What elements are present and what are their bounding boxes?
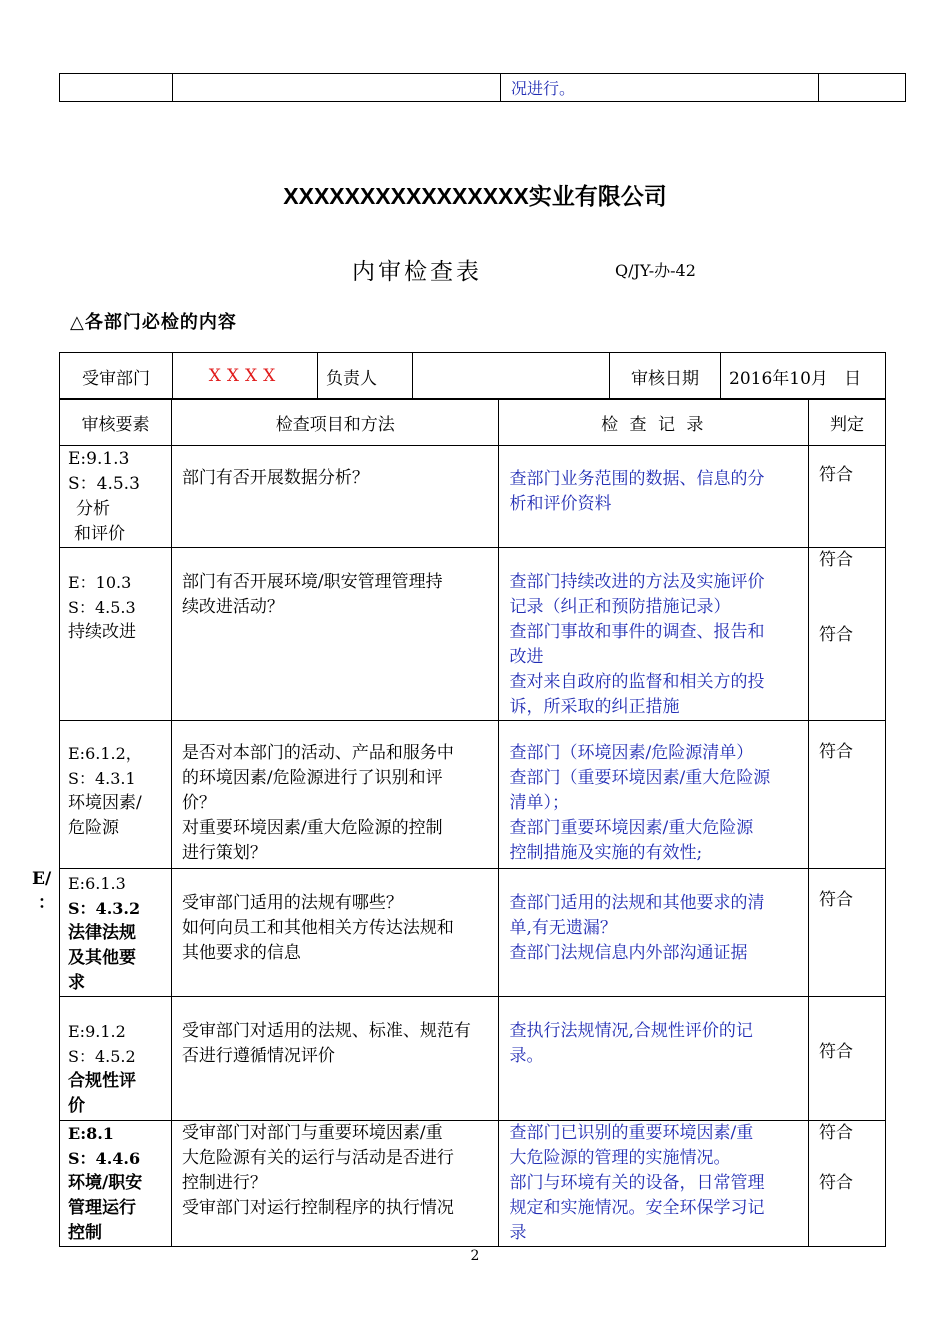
element-line: 和评价	[74, 524, 125, 544]
judgment-line: 符合	[819, 550, 854, 570]
method-line: 价？	[181, 793, 216, 813]
element-cell	[60, 548, 172, 721]
judgment-line	[819, 573, 885, 598]
table-row	[60, 869, 886, 997]
method-cell	[171, 1121, 499, 1247]
dept-label: 受审部门	[60, 353, 173, 400]
column-header-element: 审核要素	[60, 399, 172, 446]
record-line: 控制措施及实施的有效性;	[509, 843, 703, 863]
element-line: S：4.4.6	[68, 1149, 141, 1168]
method-cell	[171, 548, 499, 721]
method-line: 受审部门对部门与重要环境因素/重	[181, 1123, 443, 1143]
judgment-cell	[809, 721, 886, 869]
column-header-judgment: 判定	[809, 399, 886, 446]
method-line: 是否对本部门的活动、产品和服务中	[181, 743, 454, 763]
record-line: 录。	[509, 1046, 544, 1066]
record-line: 查部门重要环境因素/重大危险源	[509, 818, 754, 838]
judgment-line: 符合	[819, 1173, 854, 1193]
element-line: 持续改进	[68, 622, 136, 642]
judgment-cell	[809, 548, 886, 721]
method-line: 否进行遵循情况评价	[181, 1046, 335, 1066]
page-number: 2	[470, 1248, 480, 1264]
record-cell	[499, 548, 809, 721]
element-line: 控制	[68, 1223, 102, 1243]
margin-note-line: E/	[32, 869, 52, 889]
record-line: 规定和实施情况。安全环保学习记	[509, 1198, 765, 1218]
element-line: E:9.1.3	[68, 449, 130, 469]
element-line: 价	[68, 1096, 85, 1116]
date-value: 2016年10月 日	[721, 353, 886, 400]
record-line: 查部门适用的法规和其他要求的清	[509, 893, 765, 913]
record-line: 查部门持续改进的方法及实施评价	[509, 572, 765, 592]
record-cell	[499, 721, 809, 869]
judgment-line: 符合	[819, 742, 854, 762]
element-line: 环境/职安	[68, 1173, 143, 1193]
element-line: E:6.1.2，	[68, 744, 142, 763]
element-line: S：4.5.3	[68, 474, 140, 494]
judgment-line: 符合	[819, 1123, 854, 1143]
judgment-line	[819, 1015, 885, 1040]
judgment-cell	[809, 1121, 886, 1247]
judgment-cell	[809, 869, 886, 997]
top-fragment-cell-2	[173, 74, 501, 102]
record-cell	[499, 869, 809, 997]
date-label: 审核日期	[610, 353, 721, 400]
judgment-line	[819, 1146, 885, 1171]
record-line: 清单）；	[509, 793, 569, 813]
form-code: Q/JY-办-42	[615, 261, 696, 280]
judgment-line: 符合	[819, 890, 854, 910]
top-fragment-cell-1	[60, 74, 173, 102]
element-line: 危险源	[68, 818, 119, 838]
table-row	[60, 548, 886, 721]
element-cell	[60, 869, 172, 997]
record-cell	[499, 997, 809, 1121]
section-heading: △各部门必检的内容	[70, 312, 237, 333]
element-cell	[60, 721, 172, 869]
dept-value: XXXX	[173, 353, 318, 400]
owner-label: 负责人	[318, 353, 413, 400]
top-fragment-text: 况进行。	[501, 74, 819, 102]
table-row	[60, 446, 886, 548]
element-line: 合规性评	[68, 1071, 136, 1091]
element-line: 环境因素/	[68, 793, 142, 813]
record-line: 记录（纠正和预防措施记录）	[509, 597, 731, 617]
method-line: 受审部门对运行控制程序的执行情况	[181, 1198, 454, 1218]
method-line: 控制进行？	[181, 1173, 267, 1193]
method-line: 续改进活动？	[181, 597, 284, 617]
form-title: 内审检查表	[352, 259, 482, 285]
record-line: 查部门（环境因素/危险源清单）	[509, 743, 754, 763]
element-cell	[60, 446, 172, 548]
table-row	[60, 721, 886, 869]
top-fragment-table	[59, 73, 906, 102]
record-line: 诉，所采取的纠正措施	[509, 697, 680, 717]
method-line: 受审部门适用的法规有哪些？	[181, 893, 403, 913]
record-line: 大危险源的管理的实施情况。	[509, 1148, 731, 1168]
element-cell	[60, 1121, 172, 1247]
element-line: S：4.3.2	[68, 899, 141, 918]
judgment-line: 符合	[819, 1042, 854, 1062]
method-line: 大危险源有关的运行与活动是否进行	[181, 1148, 454, 1168]
method-line: 进行策划？	[181, 843, 267, 863]
top-fragment-cell-4	[819, 74, 906, 102]
element-line: E:6.1.3	[68, 874, 126, 893]
element-line: S：4.3.1	[68, 769, 136, 788]
element-line: 分析	[76, 499, 110, 519]
judgment-line: 符合	[819, 625, 854, 645]
company-title: XXXXXXXXXXXXXXXX实业有限公司	[283, 183, 667, 209]
record-line: 录	[509, 1223, 527, 1243]
column-header-method: 检查项目和方法	[171, 399, 499, 446]
method-cell	[171, 446, 499, 548]
record-line: 查部门法规信息内外部沟通证据	[509, 943, 748, 963]
element-cell	[60, 997, 172, 1121]
column-header-record: 检 查 记 录	[499, 399, 809, 446]
record-line: 查部门事故和事件的调查、报告和	[509, 622, 765, 642]
method-line: 受审部门对适用的法规、标准、规范有	[181, 1021, 471, 1041]
element-line: 及其他要	[68, 948, 136, 968]
table-row	[60, 1121, 886, 1247]
method-line: 对重要环境因素/重大危险源的控制	[181, 818, 443, 838]
method-line: 部门有否开展数据分析？	[181, 468, 369, 488]
element-line: S：4.5.3	[68, 598, 136, 617]
element-line: E：10.3	[68, 573, 132, 592]
judgment-line: 符合	[819, 465, 854, 485]
margin-note-line: ：	[38, 893, 55, 913]
judgment-cell	[809, 446, 886, 548]
method-cell	[171, 721, 499, 869]
element-line: E:9.1.2	[68, 1022, 126, 1041]
margin-note	[32, 867, 55, 915]
record-line: 查部门已识别的重要环境因素/重	[509, 1123, 754, 1143]
judgment-cell	[809, 997, 886, 1121]
element-line: 法律法规	[68, 923, 136, 943]
record-line: 改进	[509, 647, 544, 667]
element-line: E:8.1	[68, 1124, 114, 1143]
method-line: 其他要求的信息	[181, 943, 301, 963]
record-line: 析和评价资料	[509, 494, 612, 514]
record-cell	[499, 446, 809, 548]
record-line: 查部门（重要环境因素/重大危险源	[509, 768, 771, 788]
header-table	[59, 352, 886, 400]
element-line: S：4.5.2	[68, 1047, 136, 1066]
method-cell	[171, 869, 499, 997]
record-line: 单,有无遗漏？	[509, 918, 617, 938]
record-line: 查对来自政府的监督和相关方的投	[509, 672, 765, 692]
table-row	[60, 997, 886, 1121]
method-cell	[171, 997, 499, 1121]
record-line: 部门与环境有关的设备，日常管理	[509, 1173, 765, 1193]
record-line: 查执行法规情况,合规性评价的记	[509, 1021, 753, 1041]
owner-value	[413, 353, 610, 400]
element-line: 管理运行	[68, 1198, 136, 1218]
method-line: 的环境因素/危险源进行了识别和评	[181, 768, 443, 788]
element-line: 求	[68, 973, 85, 993]
judgment-line	[819, 598, 885, 623]
record-line: 查部门业务范围的数据、信息的分	[509, 469, 765, 489]
method-line: 部门有否开展环境/职安管理管理持	[181, 572, 443, 592]
method-line: 如何向员工和其他相关方传达法规和	[181, 918, 454, 938]
checklist-table	[59, 398, 886, 1247]
record-cell	[499, 1121, 809, 1247]
